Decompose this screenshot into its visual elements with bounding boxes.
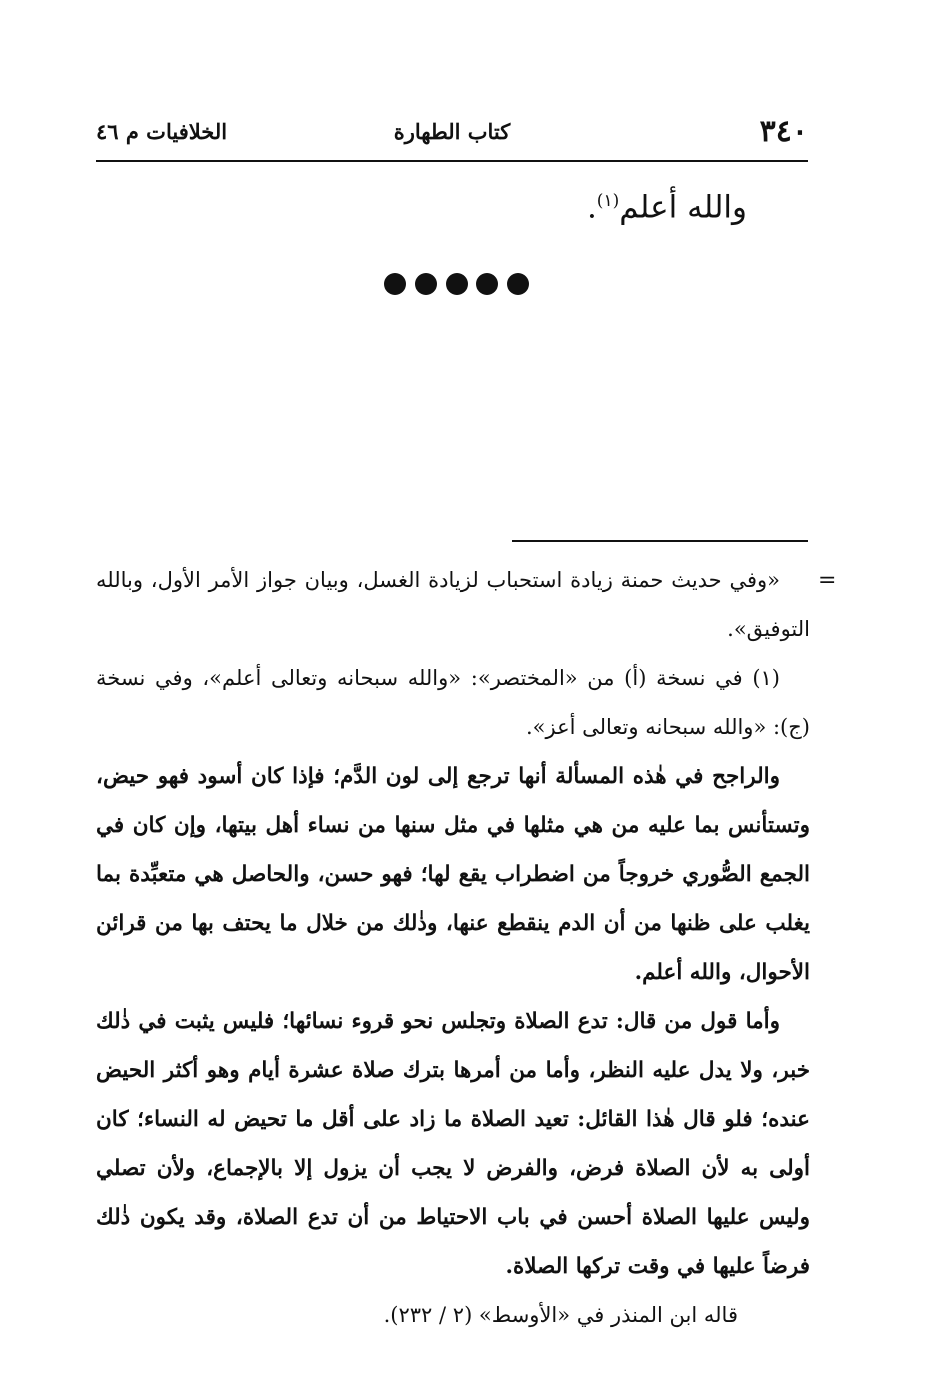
book-title: كتاب الطهارة: [393, 119, 511, 144]
footnote-1: (١) في نسخة (أ) من «المختصر»: «والله سبحانه وتعالى أعلم»، وفي نسخة (ج): «والله سبحانه وتعالى أعز».: [96, 666, 810, 739]
closing-phrase: والله أعلم: [619, 189, 747, 226]
closing-period: .: [586, 189, 597, 226]
footnote-reference: (١): [596, 191, 620, 211]
ornament-dot: [446, 273, 468, 295]
header-rule: [96, 160, 808, 162]
ornament-dot: [384, 273, 406, 295]
running-header: [96, 112, 808, 152]
continuation-marker: =: [818, 568, 837, 593]
ornament-dot: [415, 273, 437, 295]
volume-label: الخلافيات م ٤٦: [96, 119, 228, 144]
page-number: ٣٤٠: [759, 114, 808, 149]
commentary-paragraph-2: وأما قول من قال: تدع الصلاة وتجلس نحو قروء نسائها؛ فليس يثبت في ذٰلك خبر، ولا يدل عليه النظر، وأما من أمرها بترك صلاة عشرة أيام وهو أكثر الحيض عنده؛ فلو قال هٰذا القائل: تعيد الصلاة ما زاد على أقل ما تحيض له النساء؛ كان أولى به لأن الصلاة فرض، والفرض لا يجب أن يزول إلا بالإجماع، ولأن تصلي وليس عليها الصلاة أحسن في باب الاحتياط من أن تدع الصلاة، وقد يكون ذٰلك فرضاً عليها في وقت تركها الصلاة.: [96, 1009, 810, 1279]
footnote-separator: [512, 540, 808, 542]
main-closing-text: [587, 176, 747, 232]
source-citation: قاله ابن المنذر في «الأوسط» (٢ / ٢٣٢).: [383, 1303, 738, 1327]
section-ornament: [384, 272, 529, 296]
ornament-dot: [507, 273, 529, 295]
ornament-dot: [476, 273, 498, 295]
footnotes-area: [96, 556, 810, 1340]
commentary-paragraph-1: والراجح في هٰذه المسألة أنها ترجع إلى لون الدَّم؛ فإذا كان أسود فهو حيض، وتستأنس بما عليه من هي مثلها في مثل سنها من نساء أهل بيتها، وإن كان في الجمع الصُّوري خروجاً من اضطراب يقع لها؛ فهو حسن، والحاصل هي متعبِّدة بما يغلب على ظنها من أن الدم ينقطع عنها، وذٰلك من خلال ما يحتف بها من قرائن الأحوال، والله أعلم.: [96, 764, 810, 985]
footnote-continued: «وفي حديث حمنة زيادة استحباب لزيادة الغسل، وبيان جواز الأمر الأول، وبالله التوفيق».: [96, 568, 810, 641]
